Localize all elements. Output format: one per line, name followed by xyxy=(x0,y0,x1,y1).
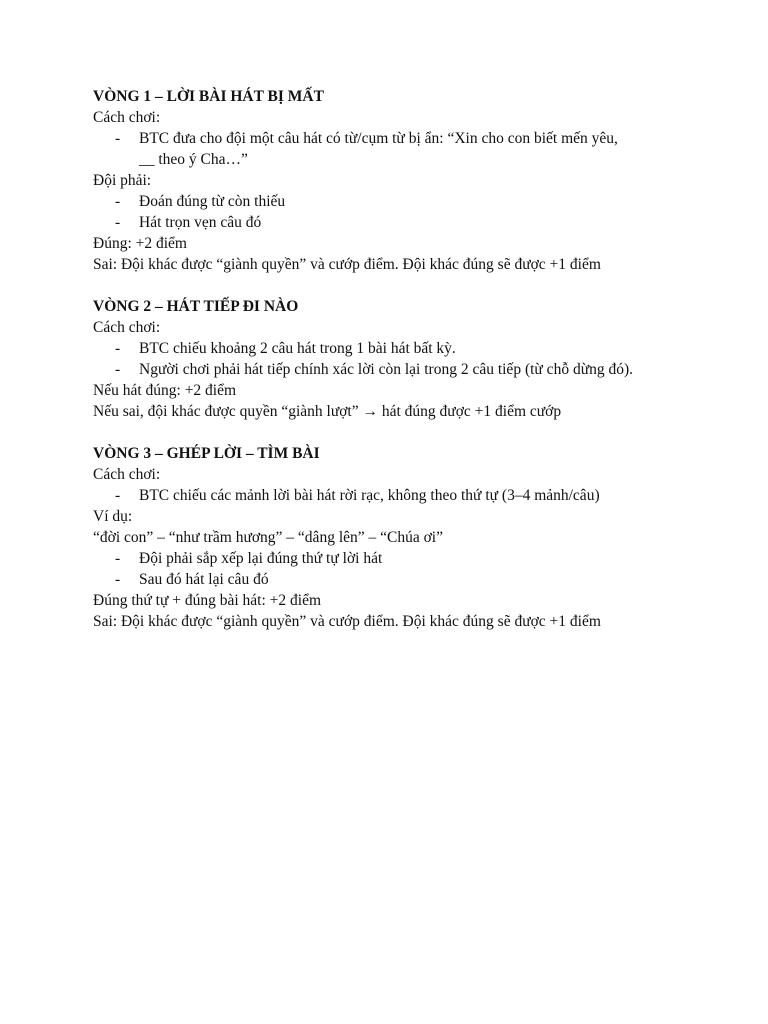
bullet-dash: - xyxy=(115,193,121,210)
body-text-line: Cách chơi: xyxy=(93,466,161,483)
bullet-text: Sau đó hát lại câu đó xyxy=(139,571,269,588)
body-text-line: Đội phải: xyxy=(93,172,152,189)
bullet-dash: - xyxy=(115,571,121,588)
round-section xyxy=(93,443,713,632)
bullet-text: BTC chiếu khoảng 2 câu hát trong 1 bài hát bất kỳ. xyxy=(139,340,456,357)
bullet-item xyxy=(93,569,713,590)
bullet-item xyxy=(93,485,713,506)
body-text-line: Cách chơi: xyxy=(93,319,161,336)
body-text-line: Đúng: +2 điểm xyxy=(93,235,187,252)
round-section xyxy=(93,86,713,275)
body-text-line: Sai: Đội khác được “giành quyền” và cướp điểm. Đội khác đúng sẽ được +1 điểm xyxy=(93,613,601,630)
bullet-text: Đoán đúng từ còn thiếu xyxy=(139,193,286,210)
bullet-text: Đội phải sắp xếp lại đúng thứ tự lời hát xyxy=(139,550,383,567)
bullet-dash: - xyxy=(115,550,121,567)
bullet-dash: - xyxy=(115,340,121,357)
bullet-item xyxy=(93,548,713,569)
bullet-dash: - xyxy=(115,361,121,378)
bullet-text: Hát trọn vẹn câu đó xyxy=(139,214,262,231)
document-page xyxy=(93,86,713,653)
body-text-line: Cách chơi: xyxy=(93,109,161,126)
bullet-item xyxy=(93,212,713,233)
body-text-line: Nếu sai, đội khác được quyền “giành lượt” → hát đúng được +1 điểm cướp xyxy=(93,403,562,420)
round-heading: VÒNG 3 – GHÉP LỜI – TÌM BÀI xyxy=(93,445,320,462)
body-text-line: Ví dụ: xyxy=(93,508,133,525)
bullet-item xyxy=(93,191,713,212)
body-text-line: “đời con” – “như trầm hương” – “dâng lên” – “Chúa ơi” xyxy=(93,529,443,546)
bullet-dash: - xyxy=(115,487,121,504)
body-text-line: Sai: Đội khác được “giành quyền” và cướp điểm. Đội khác đúng sẽ được +1 điểm xyxy=(93,256,601,273)
bullet-text: BTC đưa cho đội một câu hát có từ/cụm từ bị ẩn: “Xin cho con biết mến yêu, xyxy=(139,130,618,147)
bullet-item xyxy=(93,359,713,380)
bullet-dash: - xyxy=(115,130,121,147)
bullet-dash: - xyxy=(115,214,121,231)
round-heading: VÒNG 2 – HÁT TIẾP ĐI NÀO xyxy=(93,298,299,315)
bullet-item xyxy=(93,338,713,359)
bullet-item xyxy=(93,128,713,170)
bullet-text-continuation: __ theo ý Cha…” xyxy=(139,151,248,168)
body-text-line: Nếu hát đúng: +2 điểm xyxy=(93,382,237,399)
round-heading: VÒNG 1 – LỜI BÀI HÁT BỊ MẤT xyxy=(93,88,324,105)
round-section xyxy=(93,296,713,422)
bullet-text: Người chơi phải hát tiếp chính xác lời còn lại trong 2 câu tiếp (từ chỗ dừng đó). xyxy=(139,361,634,378)
bullet-text: BTC chiếu các mảnh lời bài hát rời rạc, không theo thứ tự (3–4 mảnh/câu) xyxy=(139,487,600,504)
body-text-line: Đúng thứ tự + đúng bài hát: +2 điểm xyxy=(93,592,322,609)
